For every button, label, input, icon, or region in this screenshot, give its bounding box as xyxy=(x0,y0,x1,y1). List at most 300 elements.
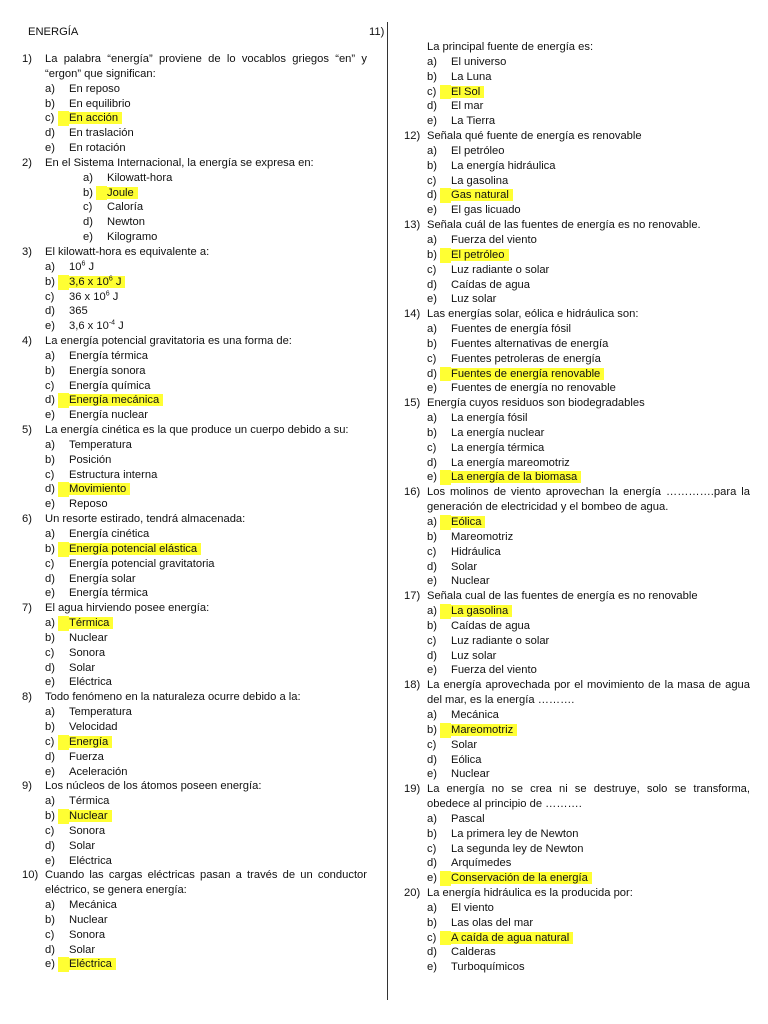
question xyxy=(22,245,367,334)
option-text xyxy=(69,83,120,95)
option-letter: c) xyxy=(45,557,55,570)
option-letter: a) xyxy=(45,528,55,540)
option-letter: e) xyxy=(83,231,93,244)
question-stem xyxy=(22,868,367,898)
answer-option xyxy=(404,411,750,426)
option-letter: b) xyxy=(45,97,55,110)
option-text-main: Sonora xyxy=(69,928,106,941)
question-stem xyxy=(22,334,367,349)
option-text-main: Kilogramo xyxy=(107,231,158,244)
answer-option xyxy=(22,230,367,245)
option-text-main: Eléctrica xyxy=(69,958,112,971)
answer-option xyxy=(404,574,750,589)
answer-option xyxy=(22,675,367,690)
answer-option xyxy=(22,928,367,943)
option-letter: a) xyxy=(45,349,55,362)
answer-option xyxy=(404,248,750,263)
option-text xyxy=(69,261,94,273)
option-letter: b) xyxy=(45,631,55,644)
option-letter: a) xyxy=(427,708,437,721)
answer-option xyxy=(22,408,367,423)
option-text xyxy=(451,56,506,68)
answer-option xyxy=(22,957,367,972)
option-text-main: A caída de agua natural xyxy=(451,931,570,944)
option-text-main: Luz radiante o solar xyxy=(451,634,550,647)
option-text-main: Luz solar xyxy=(451,293,497,306)
highlighted-answer xyxy=(451,516,485,528)
question-text: La principal fuente de energía es: xyxy=(427,41,594,53)
option-text-main: Solar xyxy=(69,943,96,956)
option-unit: J xyxy=(115,320,124,333)
option-text xyxy=(451,338,608,350)
option-text-main: Eólica xyxy=(451,516,482,528)
answer-option xyxy=(22,111,367,126)
answer-option xyxy=(22,557,367,572)
option-letter: e) xyxy=(427,293,437,306)
option-text-main: Sonora xyxy=(69,646,106,659)
answer-option xyxy=(404,114,750,129)
question-number: 4) xyxy=(22,335,32,348)
option-letter: e) xyxy=(427,382,437,395)
option-letter: d) xyxy=(45,750,55,763)
option-letter: c) xyxy=(427,634,437,647)
highlighted-answer xyxy=(451,605,512,617)
option-text xyxy=(69,142,126,154)
option-letter: a) xyxy=(45,706,55,719)
option-letter: d) xyxy=(45,393,69,408)
option-letter: e) xyxy=(427,871,451,886)
option-letter: a) xyxy=(427,901,437,914)
option-letter: e) xyxy=(427,204,437,217)
question-text: Energía cuyos residuos son biodegradables xyxy=(427,397,645,410)
question-text: La energía cinética es la que produce un cuerpo debido a su: xyxy=(45,424,349,437)
option-text-main: El universo xyxy=(451,55,507,68)
option-text-main: Nuclear xyxy=(451,575,490,588)
option-text-main: Nuclear xyxy=(69,810,108,823)
highlighted-answer xyxy=(451,471,581,483)
option-text-main: Mecánica xyxy=(451,708,499,721)
option-letter: c) xyxy=(427,352,437,365)
option-text xyxy=(107,231,157,243)
question-number: 5) xyxy=(22,424,32,437)
answer-option xyxy=(404,663,750,678)
answer-option xyxy=(22,260,367,275)
option-text xyxy=(69,365,146,377)
option-text xyxy=(451,575,490,587)
option-text-main: Energía mecánica xyxy=(69,394,160,407)
option-text-main: Fuentes de energía fósil xyxy=(451,323,572,336)
option-letter: c) xyxy=(427,85,451,100)
option-exponent: 6 xyxy=(81,260,86,268)
answer-option xyxy=(404,470,750,485)
option-letter: c) xyxy=(45,928,55,941)
option-text-main: En equilibrio xyxy=(69,97,131,110)
answer-option xyxy=(404,85,750,100)
question xyxy=(22,512,367,601)
answer-option xyxy=(22,750,367,765)
option-letter: e) xyxy=(45,765,55,778)
option-text xyxy=(451,175,508,187)
option-letter: d) xyxy=(45,305,55,318)
question-number: 19) xyxy=(404,783,421,796)
option-text xyxy=(451,71,491,83)
question xyxy=(404,218,750,307)
answer-option xyxy=(404,604,750,619)
option-text-main: Energía térmica xyxy=(69,587,148,600)
option-letter: a) xyxy=(45,260,55,273)
answer-option xyxy=(404,530,750,545)
answer-option xyxy=(22,97,367,112)
option-text xyxy=(451,768,490,780)
option-text-main: 365 xyxy=(69,305,88,318)
answer-option xyxy=(22,453,367,468)
option-text-main: Eléctrica xyxy=(69,854,112,867)
question xyxy=(404,886,750,975)
option-text-main: Sonora xyxy=(69,824,106,837)
option-text xyxy=(69,127,134,139)
option-letter: a) xyxy=(45,616,69,631)
answer-option xyxy=(22,913,367,928)
option-unit: J xyxy=(112,275,122,288)
question-stem xyxy=(404,307,750,322)
answer-option xyxy=(404,144,750,159)
question-text: Señala qué fuente de energía es renovable xyxy=(427,130,642,143)
option-letter: a) xyxy=(427,144,437,157)
option-text xyxy=(451,427,544,439)
option-text xyxy=(69,587,148,599)
question xyxy=(22,156,367,245)
option-letter: b) xyxy=(45,913,55,926)
option-letter: b) xyxy=(427,70,437,83)
option-text xyxy=(451,635,549,647)
answer-option xyxy=(22,705,367,720)
option-letter: a) xyxy=(427,604,451,619)
option-text-main: Fuentes alternativas de energía xyxy=(451,337,609,350)
option-text-main: El mar xyxy=(451,100,484,113)
option-text-main: Caídas de agua xyxy=(451,278,530,291)
question xyxy=(22,779,367,868)
option-letter: b) xyxy=(45,453,55,466)
option-letter: c) xyxy=(45,468,55,481)
answer-option xyxy=(404,174,750,189)
option-text xyxy=(451,531,513,543)
option-text-main: Solar xyxy=(451,560,478,573)
answer-option xyxy=(404,515,750,530)
question xyxy=(404,485,750,589)
answer-option xyxy=(404,945,750,960)
option-letter: d) xyxy=(83,216,93,229)
answer-option xyxy=(22,319,367,334)
question-number: 16) xyxy=(404,486,421,499)
option-text xyxy=(451,546,501,558)
option-text-main: Energía solar xyxy=(69,572,136,585)
option-text xyxy=(451,843,583,855)
option-letter: e) xyxy=(45,587,55,600)
option-text xyxy=(451,204,521,216)
answer-option xyxy=(22,275,367,290)
question-text: Todo fenómeno en la naturaleza ocurre debido a la: xyxy=(45,691,301,704)
answer-option xyxy=(22,765,367,780)
option-text xyxy=(69,469,157,481)
option-letter: e) xyxy=(45,320,55,333)
option-letter: c) xyxy=(45,290,55,303)
option-letter: c) xyxy=(45,646,55,659)
answer-option xyxy=(22,200,367,215)
answer-option xyxy=(404,738,750,753)
option-text xyxy=(69,662,95,674)
question xyxy=(404,129,750,218)
answer-option xyxy=(22,364,367,379)
question-stem xyxy=(404,129,750,144)
highlighted-answer xyxy=(451,368,604,380)
option-letter: d) xyxy=(427,367,451,382)
question-stem xyxy=(404,396,750,411)
answer-option xyxy=(404,441,750,456)
option-text xyxy=(451,902,494,914)
option-text-main: Newton xyxy=(107,216,145,229)
option-text-main: Energía xyxy=(69,735,109,748)
option-letter: c) xyxy=(83,201,93,214)
option-letter: d) xyxy=(45,127,55,140)
answer-option xyxy=(22,438,367,453)
option-letter: c) xyxy=(45,111,69,126)
option-text-main: Luz solar xyxy=(451,649,497,662)
option-letter: b) xyxy=(427,530,437,543)
question-number: 1) xyxy=(22,53,32,65)
answer-option xyxy=(404,960,750,975)
option-letter: e) xyxy=(45,409,55,422)
answer-option xyxy=(404,560,750,575)
answer-option xyxy=(404,70,750,85)
option-unit: J xyxy=(85,260,95,273)
option-letter: b) xyxy=(45,809,69,824)
answer-option xyxy=(22,616,367,631)
option-text xyxy=(69,498,108,510)
option-unit: J xyxy=(109,290,119,303)
option-letter: e) xyxy=(45,957,69,972)
option-exponent: 6 xyxy=(108,274,113,282)
option-text xyxy=(451,382,616,394)
option-text xyxy=(69,706,132,718)
option-text xyxy=(451,234,537,246)
option-letter: d) xyxy=(427,100,437,113)
option-text-main: Las olas del mar xyxy=(451,916,534,929)
question-text: La energía no se crea ni se destruye, solo se transforma, obedece al principio de ………. xyxy=(427,783,750,811)
question-stem xyxy=(22,423,367,438)
highlighted-answer xyxy=(451,872,592,884)
answer-option xyxy=(22,824,367,839)
option-text-main: Mareomotriz xyxy=(451,530,514,543)
option-text xyxy=(69,98,131,110)
question-stem xyxy=(22,156,367,171)
option-letter: c) xyxy=(427,441,437,454)
highlighted-answer xyxy=(451,724,517,736)
option-letter: a) xyxy=(427,323,437,336)
option-text xyxy=(69,914,108,926)
option-letter: c) xyxy=(427,545,437,558)
option-text xyxy=(451,264,549,276)
option-text-main: Fuentes petroleras de energía xyxy=(451,352,601,365)
option-text xyxy=(69,676,112,688)
option-letter: a) xyxy=(427,233,437,246)
option-text-main: Fuerza xyxy=(69,750,104,763)
option-text xyxy=(451,160,556,172)
question-text: Cuando las cargas eléctricas pasan a través de un conductor eléctrico, se genera energía: xyxy=(45,869,367,897)
option-text xyxy=(69,825,105,837)
question-text: Las energías solar, eólica e hidráulica son: xyxy=(427,308,639,321)
option-text xyxy=(451,353,601,365)
answer-option xyxy=(404,767,750,782)
question-stem xyxy=(404,886,750,901)
option-text-main: Joule xyxy=(107,186,134,199)
option-letter: e) xyxy=(45,142,55,155)
option-letter: d) xyxy=(45,943,55,956)
option-text xyxy=(451,917,533,929)
option-text xyxy=(451,279,530,291)
option-text-main: Hidráulica xyxy=(451,545,501,558)
option-text xyxy=(107,172,172,184)
option-text-main: Energía cinética xyxy=(69,528,150,540)
option-text-main: Luz radiante o solar xyxy=(451,263,550,276)
option-letter: b) xyxy=(45,720,55,733)
option-letter: a) xyxy=(427,55,437,68)
answer-option xyxy=(404,916,750,931)
option-text xyxy=(451,813,485,825)
highlighted-answer xyxy=(69,276,125,288)
option-text-main: 36 x 10 xyxy=(69,290,106,303)
option-text xyxy=(451,100,483,112)
option-text xyxy=(451,754,481,766)
answer-option xyxy=(404,871,750,886)
question-text: Los molinos de viento aprovechan la energía ………….para la generación de electricidad y el bombeo de agua. xyxy=(427,486,750,514)
answer-option xyxy=(404,159,750,174)
option-letter: a) xyxy=(427,515,451,530)
answer-option xyxy=(22,126,367,141)
option-text-main: Estructura interna xyxy=(69,468,158,481)
question-stem xyxy=(404,218,750,233)
answer-option xyxy=(22,631,367,646)
option-text-main: El petróleo xyxy=(451,144,505,157)
option-text-main: La gasolina xyxy=(451,605,509,618)
option-text-main: Velocidad xyxy=(69,720,118,733)
option-text-main: Calderas xyxy=(451,946,496,959)
option-letter: d) xyxy=(427,560,437,573)
option-letter: b) xyxy=(427,248,451,263)
option-text-main: Temperatura xyxy=(69,438,132,451)
option-text xyxy=(107,201,143,213)
option-letter: c) xyxy=(427,263,437,276)
option-letter: e) xyxy=(45,498,55,511)
highlighted-answer xyxy=(69,394,163,406)
option-text xyxy=(69,320,124,332)
option-letter: c) xyxy=(427,931,451,946)
option-exponent: 6 xyxy=(105,289,110,297)
answer-option xyxy=(404,426,750,441)
option-text xyxy=(69,944,95,956)
option-text xyxy=(451,857,511,869)
option-text xyxy=(107,216,145,228)
option-text xyxy=(69,632,108,644)
answer-option xyxy=(404,827,750,842)
option-text xyxy=(451,620,530,632)
option-text-main: Movimiento xyxy=(69,483,127,496)
answer-option xyxy=(22,482,367,497)
question-text: En el Sistema Internacional, la energía se expresa en: xyxy=(45,156,314,169)
option-text xyxy=(451,664,537,676)
option-text-main: 3,6 x 10 xyxy=(69,275,109,288)
question xyxy=(404,782,750,886)
option-text-main: Nuclear xyxy=(451,768,490,781)
option-letter: b) xyxy=(45,542,69,557)
option-letter: e) xyxy=(427,961,437,974)
option-text-main: El viento xyxy=(451,901,494,914)
option-letter: b) xyxy=(427,426,437,439)
option-text-main: Caídas de agua xyxy=(451,619,530,632)
option-text xyxy=(69,573,136,585)
question-number: 7) xyxy=(22,602,32,615)
question-text: La energía aprovechada por el movimiento de la masa de agua del mar, es la energía ………. xyxy=(427,679,750,707)
option-text-main: Solar xyxy=(69,839,96,852)
answer-option xyxy=(404,188,750,203)
highlighted-answer xyxy=(69,483,130,495)
answer-option xyxy=(22,646,367,661)
option-letter: c) xyxy=(45,824,55,837)
option-letter: e) xyxy=(45,854,55,867)
option-text-main: Energía nuclear xyxy=(69,409,148,422)
answer-option xyxy=(404,649,750,664)
option-text xyxy=(69,721,118,733)
answer-option xyxy=(22,854,367,869)
option-text xyxy=(69,855,112,867)
option-letter: b) xyxy=(83,186,107,201)
question-stem xyxy=(404,485,750,515)
option-text-main: Eléctrica xyxy=(69,676,112,689)
option-letter: e) xyxy=(45,676,55,689)
option-letter: d) xyxy=(427,649,437,662)
option-text-main: Térmica xyxy=(69,617,110,630)
question-stem xyxy=(22,779,367,794)
answer-option xyxy=(404,322,750,337)
option-text-main: La segunda ley de Newton xyxy=(451,842,584,855)
question-number: 14) xyxy=(404,308,421,321)
option-text xyxy=(69,899,117,911)
answer-option xyxy=(404,753,750,768)
option-text-main: Nuclear xyxy=(69,913,108,926)
question-11-number: 11) xyxy=(369,26,385,38)
option-text-main: Nuclear xyxy=(69,631,108,644)
question xyxy=(404,589,750,678)
option-text-main: Arquímedes xyxy=(451,857,512,870)
option-text xyxy=(451,442,544,454)
option-text-main: Mecánica xyxy=(69,899,117,912)
question xyxy=(22,423,367,512)
option-letter: d) xyxy=(45,482,69,497)
highlighted-answer xyxy=(451,932,573,944)
option-text xyxy=(451,961,525,973)
answer-option xyxy=(404,856,750,871)
answer-option xyxy=(22,393,367,408)
option-text xyxy=(69,558,215,570)
answer-option xyxy=(404,456,750,471)
option-text-main: Caloría xyxy=(107,201,144,214)
answer-option xyxy=(22,290,367,305)
option-text-main: La energía de la biomasa xyxy=(451,471,578,484)
option-letter: b) xyxy=(45,275,69,290)
option-text-main: 3,6 x 10 xyxy=(69,320,109,333)
option-text xyxy=(69,439,132,451)
option-text xyxy=(69,380,150,392)
option-letter: d) xyxy=(427,278,437,291)
